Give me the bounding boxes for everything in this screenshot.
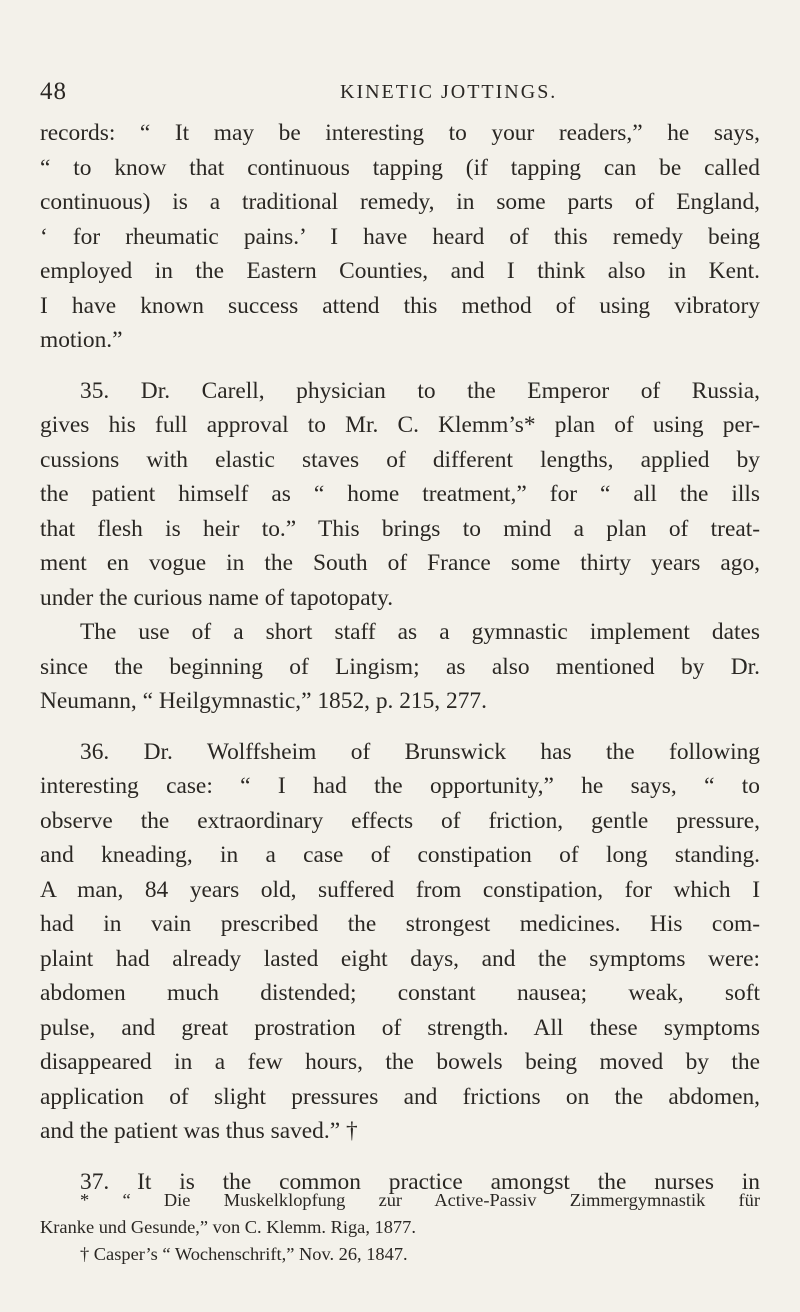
text-line: plaint had already lasted eight days, and the symptoms were: — [40, 945, 760, 972]
text-line: under the curious name of tapotopaty. — [40, 584, 394, 611]
text-line: cussions with elastic staves of different lengths, applied by — [40, 446, 760, 473]
text-line: had in vain prescribed the strongest medicines. His com- — [40, 911, 760, 937]
body-text — [40, 116, 760, 1199]
text-line: The use of a short staff as a gymnastic implement dates — [80, 619, 760, 645]
text-line: “ to know that continuous tapping (if tapping can be called — [40, 154, 760, 181]
text-line: motion.” — [40, 327, 123, 353]
footnotes — [40, 1187, 760, 1268]
text-line: 37. It is the common practice amongst the nurses in — [80, 1168, 760, 1195]
page-number: 48 — [40, 78, 67, 105]
paragraph-gap — [40, 719, 760, 735]
footnote-line: Kranke und Gesunde,” von C. Klemm. Riga, 1877. — [40, 1217, 416, 1237]
text-line: continuous) is a traditional remedy, in some parts of England, — [40, 189, 760, 215]
text-line: 35. Dr. Carell, physician to the Emperor of Russia, — [80, 377, 760, 404]
paragraph-gap — [40, 358, 760, 374]
text-line: abdomen much distended; constant nausea; weak, soft — [40, 980, 760, 1006]
text-line: 36. Dr. Wolffsheim of Brunswick has the following — [80, 738, 760, 765]
text-line: pulse, and great prostration of strength. All these symptoms — [40, 1014, 760, 1041]
text-line: observe the extraordinary effects of friction, gentle pressure, — [40, 807, 760, 834]
text-line: A man, 84 years old, suffered from constipation, for which I — [40, 876, 760, 903]
text-line: since the beginning of Lingism; as also mentioned by Dr. — [40, 653, 760, 680]
footnote-line: † Casper’s “ Wochenschrift,” Nov. 26, 1847. — [80, 1244, 408, 1264]
text-line: and kneading, in a case of constipation of long standing. — [40, 842, 760, 868]
text-line: ment en vogue in the South of France some thirty years ago, — [40, 550, 760, 576]
text-line: employed in the Eastern Counties, and I think also in Kent. — [40, 258, 760, 284]
text-line: interesting case: “ I had the opportunity,” he says, “ to — [40, 773, 760, 799]
text-line: application of slight pressures and frictions on the abdomen, — [40, 1083, 760, 1110]
text-line: that flesh is heir to.” This brings to mind a plan of treat- — [40, 515, 760, 542]
paragraph-gap — [40, 1149, 760, 1165]
page-header — [40, 78, 760, 110]
text-line: the patient himself as “ home treatment,” for “ all the ills — [40, 481, 760, 507]
text-line: gives his full approval to Mr. C. Klemm’s* plan of using per- — [40, 412, 760, 438]
text-line: and the patient was thus saved.” † — [40, 1118, 358, 1144]
text-line: I have known success attend this method of using vibratory — [40, 292, 760, 319]
footnote-line: * “ Die Muskelklopfung zur Active-Passiv Zimmergymnastik für — [80, 1190, 760, 1210]
text-line: records: “ It may be interesting to your readers,” he says, — [40, 120, 760, 146]
running-title: KINETIC JOTTINGS. — [340, 81, 558, 103]
text-line: ‘ for rheumatic pains.’ I have heard of this remedy being — [40, 223, 760, 250]
text-line: Neumann, “ Heilgymnastic,” 1852, p. 215, 277. — [40, 688, 487, 714]
text-line: disappeared in a few hours, the bowels being moved by the — [40, 1049, 760, 1075]
